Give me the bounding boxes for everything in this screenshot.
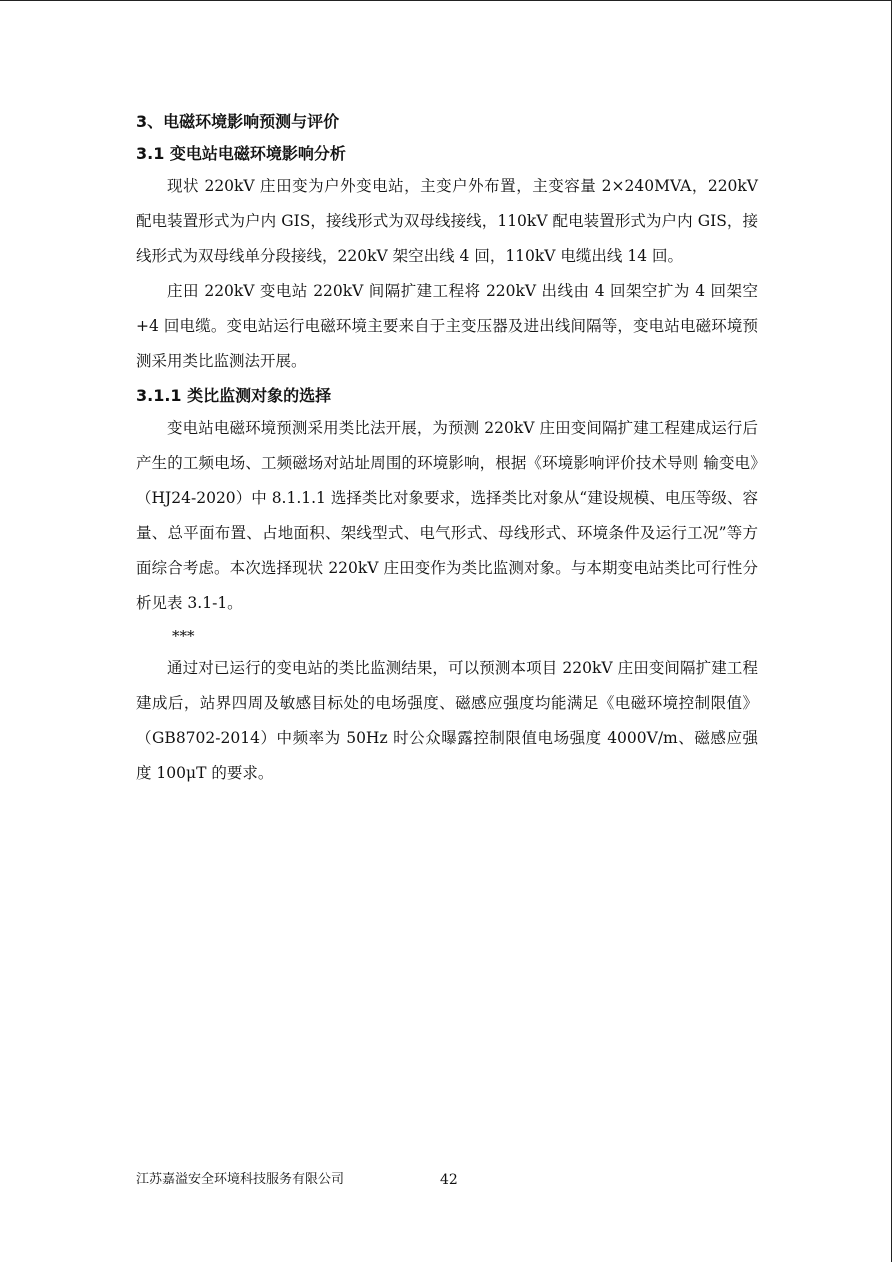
paragraph-expansion: 庄田 220kV 变电站 220kV 间隔扩建工程将 220kV 出线由 4 回架空扩为 4 回架空+4 回电缆。变电站运行电磁环境主要来自于主变压器及进出线间隔等，变电站电磁环境预测采用类比监测法开展。 — [136, 282, 758, 370]
paragraph-current-status: 现状 220kV 庄田变为户外变电站，主变户外布置，主变容量 2×240MVA，220kV 配电装置形式为户内 GIS，接线形式为双母线接线，110kV 配电装置形式为户内 GIS，接线形式为双母线单分段接线，220kV 架空出线 4 回，110kV 电缆出线 14 回。 — [136, 177, 758, 265]
paragraph-conclusion: 通过对已运行的变电站的类比监测结果，可以预测本项目 220kV 庄田变间隔扩建工程建成后，站界四周及敏感目标处的电场强度、磁感应强度均能满足《电磁环境控制限值》（GB8702-2014）中频率为 50Hz 时公众曝露控制限值电场强度 4000V/m、磁感应强度 100μT 的要求。 — [136, 659, 758, 782]
subsubsection-heading: 3.1.1 类比监测对象的选择 — [136, 386, 332, 405]
section-heading: 3、电磁环境影响预测与评价 — [136, 112, 340, 131]
footer-company-name: 江苏嘉溢安全环境科技服务有限公司 — [136, 1172, 345, 1187]
page-number: 42 — [440, 1172, 458, 1188]
paragraph-analogy-selection: 变电站电磁环境预测采用类比法开展，为预测 220kV 庄田变间隔扩建工程建成运行后产生的工频电场、工频磁场对站址周围的环境影响，根据《环境影响评价技术导则 输变电》（HJ24-2020）中 8.1.1.1 选择类比对象要求，选择类比对象从“建设规模、电压等级、容量、总平面布置、占地面积、架线型式、电气形式、母线形式、环境条件及运行工况”等方面综合考虑。本次选择现状 220kV 庄田变作为类比监测对象。与本期变电站类比可行性分析见表 3.1-1。 — [136, 419, 758, 612]
subsection-heading: 3.1 变电站电磁环境影响分析 — [136, 144, 346, 163]
document-body — [136, 107, 758, 791]
omission-mark: *** — [172, 627, 195, 645]
